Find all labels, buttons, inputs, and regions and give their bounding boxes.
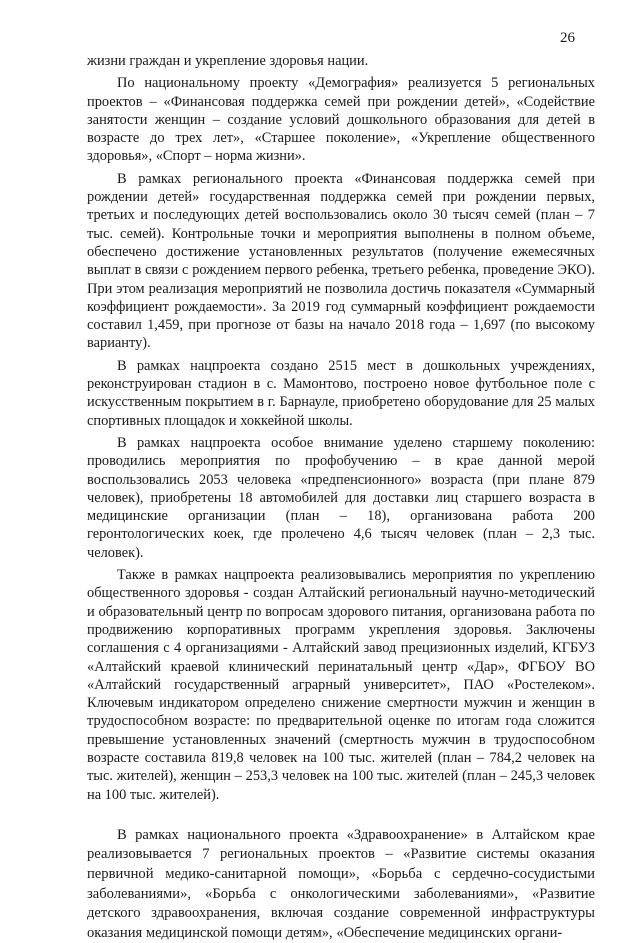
- paragraph-public-health: Также в рамках нацпроекта реализовывались мероприятия по укреплению общественного здоровья - создан Алтайский региональный научно-методический и образовательный центр по вопросам здорового питания, организована работа по продвижению корпоративных программ укрепления здоровья. Заключены соглашения с 4 организациями - Алтайский завод прецизионных изделий, КГБУЗ «Алтайский краевой клинический перинатальный центр «Дар», ФГБОУ ВО «Алтайский государственный аграрный университет», ПАО «Ростелеком». Ключевым индикатором определено снижение смертности мужчин и женщин в трудоспособном возрасте: по предварительной оценке по итогам года сложится превышение установленных значений (смертность мужчин в трудоспособном возрасте составила 819,8 человек на 100 тыс. жителей (план – 784,2 человек на тыс. жителей), женщин – 253,3 человек на 100 тыс. жителей (план – 245,3 человек на 100 тыс. жителей).: [87, 567, 595, 803]
- paragraph-demography-projects: По национальному проекту «Демография» реализуется 5 региональных проектов – «Финансовая поддержка семей при рождении детей», «Содействие занятости женщин – создание условий дошкольного образования для детей в возрасте до трех лет», «Старшее поколение», «Укрепление общественного здоровья», «Спорт – норма жизни».: [87, 75, 595, 165]
- paragraph-family-support: В рамках регионального проекта «Финансовая поддержка семей при рождении детей» государственная поддержка семей при рождении первых, третьих и последующих детей воспользовались около 30 тысяч семей (план – 7 тыс. семей). Контрольные точки и мероприятия выполнены в полном объеме, обеспечено достижение установленных результатов (получение ежемесячных выплат в связи с рождением первого ребенка, третьего ребенка, проведение ЭКО). При этом реализация мероприятий не позволила достичь показателя «Суммарный коэффициент рождаемости». За 2019 год суммарный коэффициент рождаемости составил 1,459, при прогнозе от базы на начало 2018 года – 1,697 (по высокому варианту).: [87, 170, 595, 352]
- page-number: 26: [560, 30, 575, 46]
- document-body: [87, 52, 595, 943]
- paragraph-continuation: жизни граждан и укрепление здоровья нации.: [87, 53, 369, 69]
- paragraph-preschool-sport: В рамках нацпроекта создано 2515 мест в дошкольных учреждениях, реконструирован стадион в с. Мамонтово, построено новое футбольное поле с искусственным покрытием в г. Барнауле, приобретено оборудование для 25 малых спортивных площадок и хоккейной школы.: [87, 357, 595, 429]
- paragraph-healthcare-project: В рамках национального проекта «Здравоохранение» в Алтайском крае реализовывается 7 региональных проектов – «Развитие системы оказания первичной медико-санитарной помощи», «Борьба с сердечно-сосудистыми заболеваниями», «Борьба с онкологическими заболеваниями», «Развитие детского здравоохранения, включая создание современной инфраструктуры оказания медицинской помощи детям», «Обеспечение медицинских органи-: [87, 826, 595, 941]
- paragraph-older-generation: В рамках нацпроекта особое внимание уделено старшему поколению: проводились мероприятия по профобучению – в крае данной мерой воспользовались 2053 человека «предпенсионного» возраста (при плане 879 человек), приобретены 18 автомобилей для доставки лиц старшего возраста в медицинские организации (план – 18), организована работа 200 геронтологических коек, где пролечено 4,6 тысяч человек (план – 2,3 тыс. человек).: [87, 434, 595, 561]
